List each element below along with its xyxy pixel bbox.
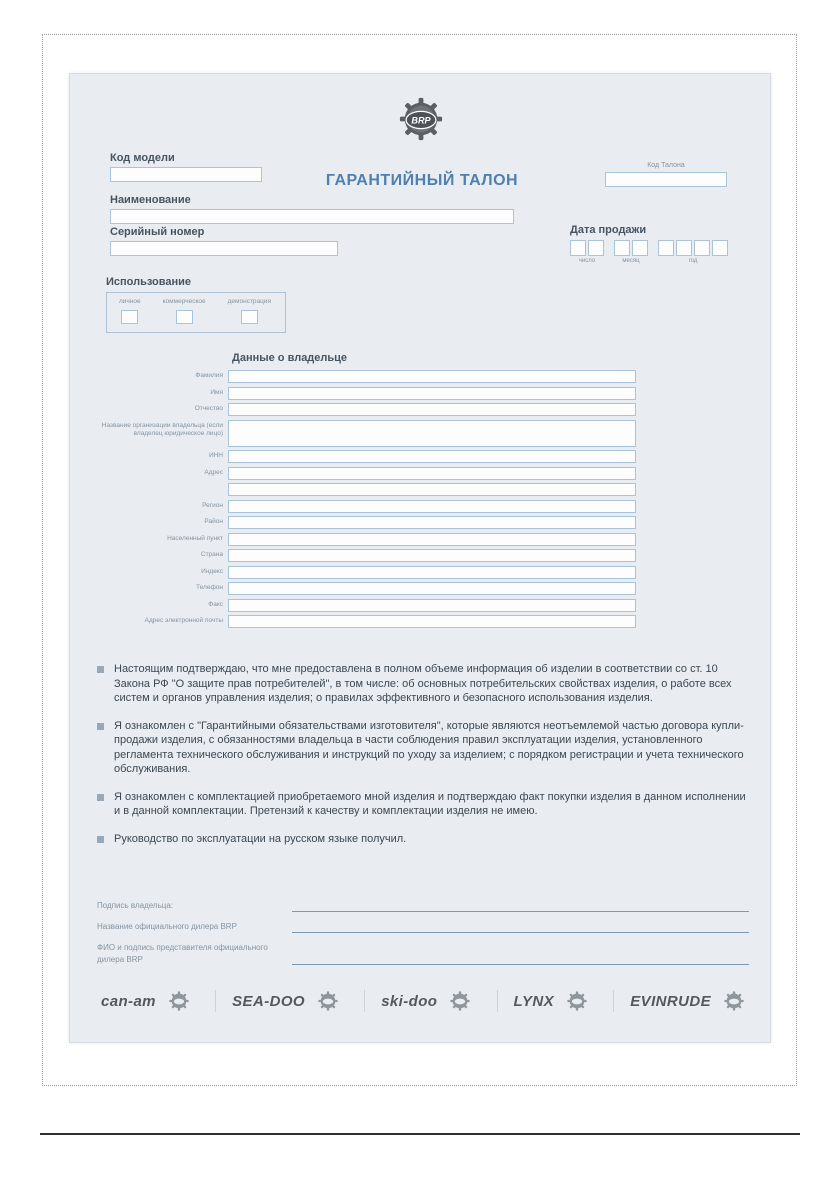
owner-field-row [100, 387, 636, 400]
usage-option-label: демонстрация [227, 298, 272, 305]
date-unit-label: месяц [622, 258, 640, 264]
owner-field-row [100, 450, 636, 463]
brand-name: SEA-DOO [232, 992, 305, 1010]
brand-logo-ski-doo [364, 990, 475, 1012]
owner-field-input[interactable] [228, 533, 636, 546]
brp-gear-icon [168, 990, 190, 1012]
model-code-label: Код модели [110, 152, 175, 164]
owner-field-label: ИНН [208, 452, 223, 459]
owner-field-input[interactable] [228, 566, 636, 579]
date-cell-input[interactable] [614, 240, 630, 256]
signature-label: Название официального дилера BRP [97, 922, 237, 932]
brand-name: LYNX [513, 992, 555, 1010]
owner-field-row [100, 582, 636, 595]
date-group [658, 240, 728, 264]
statement-text: Настоящим подтверждаю, что мне предоставлена в полном объеме информация об изделии в соответствии со ст. 10 Закона РФ "О защите прав потребителей", в том числе: об основных потребительских свойствах изделия, о работе всех систем и органов управления изделия; о правилах эффективного и безопасного использования изделия. [114, 663, 732, 705]
owner-field-label: Регион [202, 501, 223, 509]
brp-logo [398, 96, 444, 142]
usage-option-label: коммерческое [162, 298, 206, 305]
date-cell-input[interactable] [712, 240, 728, 256]
owner-field-row [100, 500, 636, 513]
owner-field-input[interactable] [228, 582, 636, 595]
date-cell-input[interactable] [658, 240, 674, 256]
statement-paragraph [97, 832, 749, 847]
owner-field-label: Адрес электронной почты [144, 617, 223, 624]
owner-field-inputs [228, 599, 636, 612]
date-unit-label: год [688, 258, 698, 264]
serial-number-label: Серийный номер [110, 226, 205, 238]
usage-options [106, 292, 286, 333]
owner-field-input[interactable] [228, 549, 636, 562]
usage-option [119, 298, 141, 324]
date-cell-strip [614, 240, 648, 256]
owner-field-input[interactable] [228, 467, 636, 480]
brp-gear-icon [566, 990, 588, 1012]
owner-field-row [100, 615, 636, 628]
signature-label: Подпись владельца: [97, 901, 174, 911]
date-cell-input[interactable] [632, 240, 648, 256]
owner-field-input[interactable] [228, 370, 636, 383]
coupon-code-input[interactable] [605, 172, 727, 187]
owner-field-row [100, 533, 636, 546]
footer-divider [40, 1133, 800, 1135]
statement-text: Руководство по эксплуатации на русском языке получил. [114, 832, 407, 845]
owner-field-row [100, 420, 636, 447]
usage-group [106, 276, 286, 333]
date-cell-strip [658, 240, 728, 256]
coupon-code-label: Код Талона [647, 162, 685, 169]
brand-name: EVINRUDE [630, 992, 711, 1010]
brp-gear-icon [723, 990, 745, 1012]
owner-field-label: Факс [208, 600, 223, 608]
brand-logo-can-am [97, 990, 194, 1012]
owner-field-input[interactable] [228, 450, 636, 463]
brp-gear-icon [398, 96, 444, 142]
brand-logo-sea-doo [215, 990, 343, 1012]
brand-name: ski-doo [381, 992, 438, 1010]
owner-field-inputs [228, 387, 636, 400]
owner-field-row [100, 467, 636, 497]
owner-field-label: Телефон [196, 584, 223, 591]
signature-row [97, 921, 749, 933]
owner-field-label: Населенный пункт [167, 534, 223, 542]
signature-label: ФИО и подпись представителя официального дилера BRP [97, 943, 268, 964]
date-cell-input[interactable] [588, 240, 604, 256]
owner-field-row [100, 549, 636, 562]
owner-field-label: Отчество [194, 405, 223, 412]
owner-field-inputs [228, 533, 636, 546]
owner-field-input[interactable] [228, 483, 636, 496]
owner-field-label: Имя [210, 388, 223, 396]
owner-field-input[interactable] [228, 420, 636, 447]
usage-checkbox[interactable] [121, 310, 138, 324]
bullet-square-icon [97, 836, 104, 843]
owner-field-inputs [228, 420, 636, 447]
date-cell-input[interactable] [570, 240, 586, 256]
sale-date-cells [570, 240, 728, 264]
owner-field-label: Адрес [204, 468, 223, 476]
warranty-card [69, 73, 771, 1043]
date-group [614, 240, 648, 264]
usage-checkbox[interactable] [241, 310, 258, 324]
statement-text: Я ознакомлен с "Гарантийными обязательствами изготовителя", которые являются неотъемлемой частью договора купли-продажи изделия, с обязанностями владельца в части соблюдения правил эксплуатации изделия, установленного регламента технического обслуживания и инструкций по уходу за изделием; с порядком регистрации и учета технического обслуживания. [114, 719, 744, 776]
brands-row [97, 990, 749, 1012]
bullet-square-icon [97, 794, 104, 801]
signature-line[interactable] [292, 921, 749, 933]
usage-checkbox[interactable] [176, 310, 193, 324]
owner-field-inputs [228, 615, 636, 628]
bullet-square-icon [97, 723, 104, 730]
owner-field-row [100, 516, 636, 529]
statement-paragraph [97, 719, 749, 777]
signature-line[interactable] [292, 953, 749, 965]
brp-logo-text: BRP [411, 115, 431, 126]
usage-option [163, 298, 206, 324]
owner-field-inputs [228, 467, 636, 497]
owner-section-title: Данные о владельце [232, 352, 348, 364]
form-title: ГАРАНТИЙНЫЙ ТАЛОН [325, 172, 519, 189]
owner-field-row [100, 566, 636, 579]
sale-date-group [570, 224, 728, 264]
product-name-input[interactable] [110, 209, 514, 224]
owner-field-inputs [228, 450, 636, 463]
brand-name: can-am [101, 992, 156, 1010]
usage-option-label: личное [119, 298, 141, 305]
date-cell-strip [570, 240, 604, 256]
owner-field-label: Название организации владельца (если владелец юридическое лицо) [101, 421, 223, 437]
signature-row [97, 900, 749, 912]
owner-field-label: Район [204, 518, 223, 525]
owner-field-inputs [228, 566, 636, 579]
usage-label: Использование [106, 276, 192, 288]
owner-field-inputs [228, 403, 636, 416]
owner-field-label: Фамилия [195, 372, 223, 379]
statement-paragraph [97, 662, 749, 706]
brp-gear-icon [449, 990, 471, 1012]
owner-field-row [100, 370, 636, 383]
serial-number-group [110, 226, 338, 256]
date-group [570, 240, 604, 264]
brp-gear-icon [317, 990, 339, 1012]
usage-option [228, 298, 271, 324]
statements-section [97, 662, 749, 859]
owner-field-input[interactable] [228, 403, 636, 416]
owner-field-input[interactable] [228, 387, 636, 400]
owner-field-row [100, 403, 636, 416]
owner-field-inputs [228, 500, 636, 513]
signature-line[interactable] [292, 900, 749, 912]
signatures-section [97, 900, 749, 974]
owner-field-inputs [228, 516, 636, 529]
owner-field-input[interactable] [228, 516, 636, 529]
owner-field-row [100, 599, 636, 612]
page-frame [42, 34, 797, 1086]
date-unit-label: число [578, 258, 596, 264]
brand-logo-lynx [497, 990, 593, 1012]
owner-field-inputs [228, 549, 636, 562]
date-cell-input[interactable] [676, 240, 692, 256]
owner-field-input[interactable] [228, 599, 636, 612]
owner-field-inputs [228, 370, 636, 383]
bullet-square-icon [97, 666, 104, 673]
sale-date-label: Дата продажи [570, 224, 647, 236]
owner-field-input[interactable] [228, 615, 636, 628]
model-code-input[interactable] [110, 167, 262, 182]
signature-row [97, 942, 749, 965]
statement-paragraph [97, 790, 749, 819]
product-name-group [110, 194, 514, 224]
statement-text: Я ознакомлен с комплектацией приобретаемого мной изделия и подтверждаю факт покупки изделия в данном исполнении и в данной комплектации. Претензий к качеству и комплектации изделия не имею. [114, 790, 746, 818]
brand-logo-evinrude [613, 990, 749, 1012]
owner-rows [100, 370, 636, 628]
model-code-group [110, 152, 262, 182]
owner-field-input[interactable] [228, 500, 636, 513]
owner-field-inputs [228, 582, 636, 595]
date-cell-input[interactable] [694, 240, 710, 256]
serial-number-input[interactable] [110, 241, 338, 256]
owner-field-label: Индекс [201, 567, 223, 575]
owner-field-label: Страна [200, 551, 223, 558]
coupon-code-group [605, 162, 727, 187]
owner-section [100, 352, 636, 632]
product-name-label: Наименование [110, 194, 191, 206]
